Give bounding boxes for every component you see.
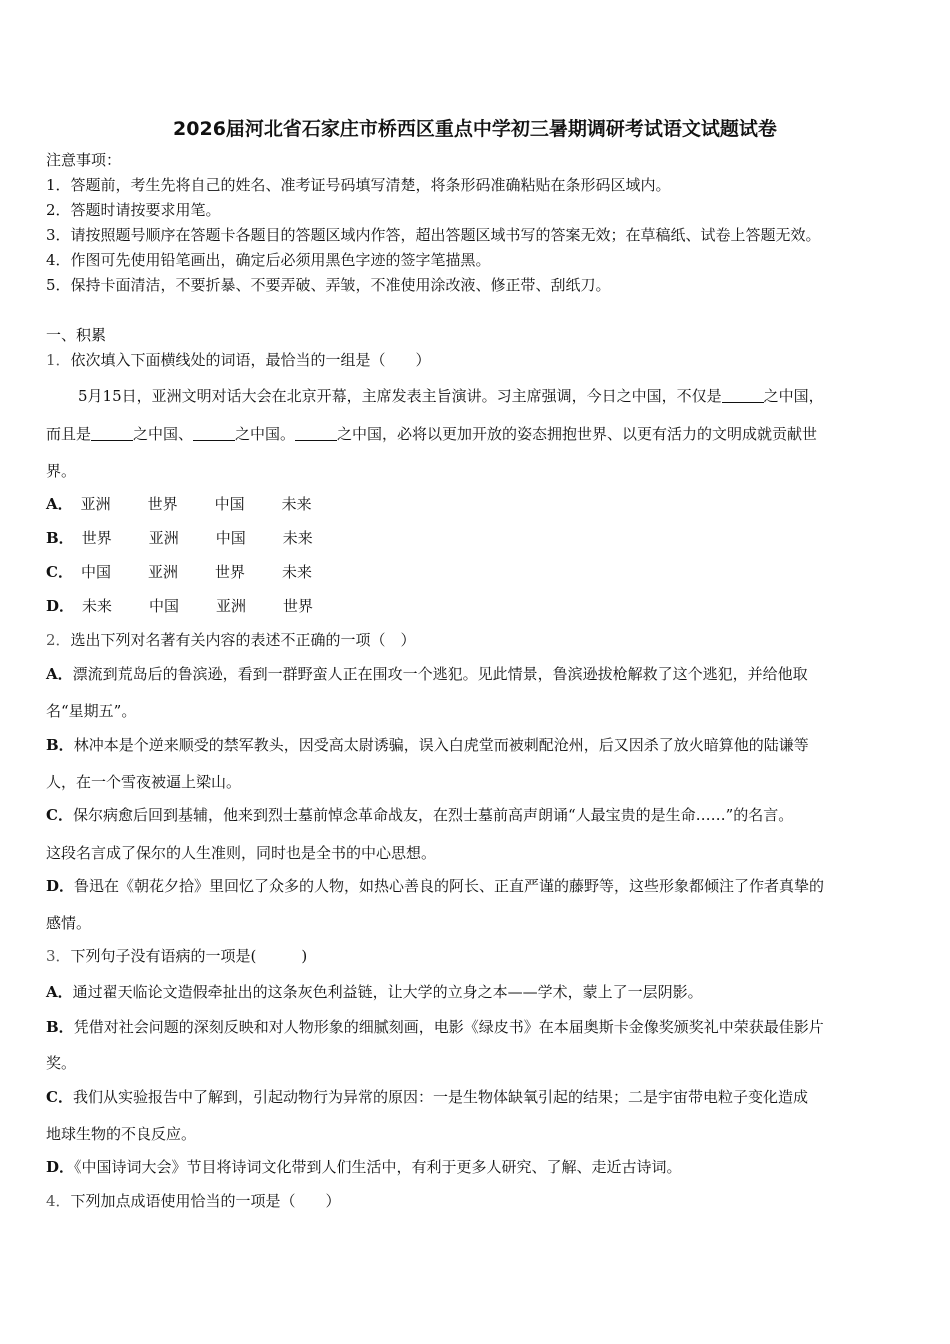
option-word: 亚洲: [148, 529, 179, 547]
question-text: 下列句子没有语病的一项是( ): [70, 947, 308, 965]
option-word: 未来: [281, 563, 312, 581]
option-label: A．: [46, 665, 73, 683]
question-2-stem: [46, 630, 416, 650]
passage-text: 而且是: [46, 425, 92, 443]
option-text: 《中国诗词大会》节目将诗词文化带到人们生活中，有利于更多人研究、了解、走近古诗词。: [74, 1158, 682, 1176]
notice-item: 4．作图可先使用铅笔画出，确定后必须用黑色字迹的签字笔描黑。: [46, 251, 491, 269]
option-a[interactable]: [46, 494, 349, 514]
section-heading: 一、积累: [46, 326, 107, 344]
option-label: D．: [46, 877, 75, 895]
option-d[interactable]: [46, 596, 350, 616]
option-label: C．: [46, 563, 73, 581]
option-label: A．: [46, 983, 73, 1001]
option-c-continued: 这段名言成了保尔的人生准则，同时也是全书的中心思想。: [46, 844, 437, 862]
passage-text: 之中国，必将以更加开放的姿态拥抱世界、以更有活力的文明成就贡献世: [337, 425, 818, 443]
option-text: 凭借对社会问题的深刻反映和对人物形象的细腻刻画，电影《绿皮书》在本届奥斯卡金像奖颁奖礼中荣获最佳影片: [73, 1018, 824, 1036]
option-c[interactable]: [46, 805, 793, 825]
option-word: 世界: [147, 495, 178, 513]
passage-text: 之中国。: [235, 425, 296, 443]
option-text: 林冲本是个逆来顺受的禁军教头，因受高太尉诱骗，误入白虎堂而被刺配沧州，后又因杀了放火暗算他的陆谦等: [73, 736, 809, 754]
option-d[interactable]: [46, 876, 824, 896]
passage-text: 5月15日，亚洲文明对话大会在北京开幕，主席发表主旨演讲。习主席强调，今日之中国，不仅是: [78, 387, 722, 405]
option-b-continued: 人，在一个雪夜被逼上梁山。: [46, 773, 242, 791]
option-word: 未来: [282, 529, 313, 547]
question-1-stem: [46, 350, 431, 370]
option-label: D．: [46, 597, 75, 615]
option-word: 亚洲: [216, 597, 247, 615]
option-word: 中国: [80, 563, 111, 581]
option-label: C．: [46, 806, 73, 824]
option-a[interactable]: [46, 982, 703, 1002]
option-b[interactable]: [46, 528, 350, 548]
option-text: 漂流到荒岛后的鲁滨逊，看到一群野蛮人正在围攻一个逃犯。见此情景，鲁滨逊拔枪解救了这个逃犯，并给他取: [72, 665, 808, 683]
question-number: 4．: [46, 1192, 71, 1210]
question-4-stem: [46, 1191, 341, 1211]
option-c[interactable]: [46, 562, 349, 582]
option-b-continued: 奖。: [46, 1054, 77, 1072]
notice-item: 5．保持卡面清洁，不要折暴、不要弄破、弄皱，不准使用涂改液、修正带、刮纸刀。: [46, 276, 611, 294]
question-1-passage-line: [46, 424, 817, 444]
option-text: 通过翟天临论文造假牵扯出的这条灰色利益链，让大学的立身之本——学术，蒙上了一层阴影。: [72, 983, 703, 1001]
option-word: 中国: [214, 495, 245, 513]
option-label: B．: [46, 736, 74, 754]
option-c[interactable]: [46, 1087, 808, 1107]
option-d[interactable]: [46, 1157, 682, 1177]
option-text: 鲁迅在《朝花夕拾》里回忆了众多的人物，如热心善良的阿长、正直严谨的藤野等，这些形象都倾注了作者真挚的: [74, 877, 825, 895]
option-c-continued: 地球生物的不良反应。: [46, 1125, 197, 1143]
option-word: 中国: [149, 597, 180, 615]
question-1-passage-line: 界。: [46, 462, 77, 480]
option-text: 我们从实验报告中了解到，引起动物行为异常的原因：一是生物体缺氧引起的结果；二是宇宙带电粒子变化造成: [72, 1088, 808, 1106]
option-word: 亚洲: [80, 495, 111, 513]
question-text: 选出下列对名著有关内容的表述不正确的一项（ ）: [70, 631, 416, 649]
passage-text: 之中国、: [133, 425, 194, 443]
option-word: 世界: [214, 563, 245, 581]
option-word: 亚洲: [147, 563, 178, 581]
option-label: A．: [46, 495, 73, 513]
question-number: 1．: [46, 351, 71, 369]
option-label: D．: [46, 1158, 75, 1176]
notice-item: 1．答题前，考生先将自己的姓名、准考证号码填写清楚，将条形码准确粘贴在条形码区域内。: [46, 176, 671, 194]
option-label: B．: [46, 1018, 74, 1036]
option-word: 中国: [215, 529, 246, 547]
option-word: 世界: [283, 597, 314, 615]
option-b[interactable]: [46, 1017, 824, 1037]
question-number: 2．: [46, 631, 71, 649]
option-label: B．: [46, 529, 74, 547]
option-a[interactable]: [46, 664, 808, 684]
fill-blank: [295, 426, 337, 441]
option-a-continued: 名“星期五”。: [46, 702, 137, 720]
notice-item: 3．请按照题号顺序在答题卡各题目的答题区域内作答，超出答题区域书写的答案无效；在草稿纸、试卷上答题无效。: [46, 226, 821, 244]
option-word: 未来: [82, 597, 113, 615]
question-1-passage-line: [78, 386, 824, 406]
option-word: 未来: [281, 495, 312, 513]
fill-blank: [722, 388, 764, 403]
notice-item: 2．答题时请按要求用笔。: [46, 201, 221, 219]
page-title: 2026届河北省石家庄市桥西区重点中学初三暑期调研考试语文试题试卷: [173, 118, 777, 140]
question-text: 下列加点成语使用恰当的一项是（ ）: [70, 1192, 341, 1210]
option-b[interactable]: [46, 735, 809, 755]
option-d-continued: 感情。: [46, 914, 92, 932]
passage-text: 之中国，: [763, 387, 824, 405]
fill-blank: [91, 426, 133, 441]
notice-heading: 注意事项：: [46, 151, 122, 169]
option-label: C．: [46, 1088, 73, 1106]
question-3-stem: [46, 946, 307, 966]
fill-blank: [193, 426, 235, 441]
option-text: 保尔病愈后回到基辅，他来到烈士墓前悼念革命战友，在烈士墓前高声朗诵“人最宝贵的是生命……”的名言。: [72, 806, 794, 824]
question-number: 3．: [46, 947, 71, 965]
question-text: 依次填入下面横线处的词语，最恰当的一组是（ ）: [70, 351, 431, 369]
option-word: 世界: [81, 529, 112, 547]
